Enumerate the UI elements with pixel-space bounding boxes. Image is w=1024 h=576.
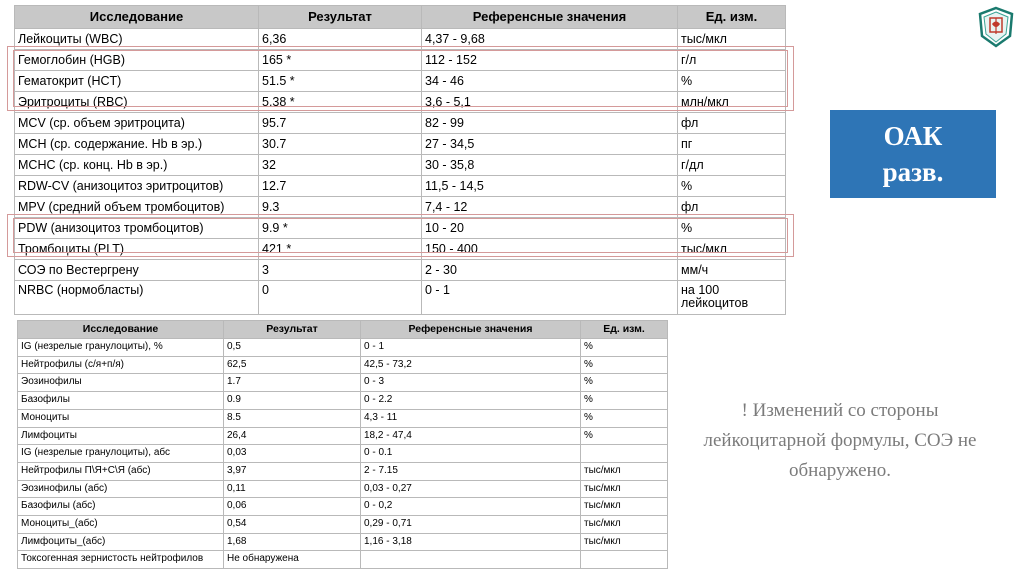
cell-unit: г/л	[678, 50, 786, 71]
cell-test: RDW-CV (анизоцитоз эритроцитов)	[15, 176, 259, 197]
table-row	[18, 427, 668, 445]
cell-unit: тыс/мкл	[581, 516, 668, 534]
cell-reference: 2 - 7.15	[361, 462, 581, 480]
cell-unit: %	[678, 176, 786, 197]
cell-unit: %	[581, 427, 668, 445]
cell-result: 0.9	[224, 392, 361, 410]
conclusion-note: ! Изменений со стороны лейкоцитарной формулы, СОЭ не обнаружено.	[703, 400, 977, 481]
table-row	[18, 374, 668, 392]
cell-result: 0,5	[224, 339, 361, 357]
column-header: Референсные значения	[361, 321, 581, 339]
table-row	[18, 516, 668, 534]
medical-emblem-icon	[976, 6, 1016, 48]
cell-reference: 112 - 152	[422, 50, 678, 71]
table-row	[18, 533, 668, 551]
cell-reference: 7,4 - 12	[422, 197, 678, 218]
cell-result: 3	[259, 260, 422, 281]
cell-test: MCH (ср. содержание. Hb в эр.)	[15, 134, 259, 155]
table-row	[15, 92, 786, 113]
column-header: Исследование	[15, 6, 259, 29]
cell-result: 51.5 *	[259, 71, 422, 92]
column-header: Результат	[224, 321, 361, 339]
cell-result: 0	[259, 281, 422, 315]
cell-unit: %	[581, 339, 668, 357]
cell-reference: 0 - 3	[361, 374, 581, 392]
table-row	[18, 551, 668, 569]
cell-reference: 27 - 34,5	[422, 134, 678, 155]
table-row	[18, 356, 668, 374]
cell-result: 8.5	[224, 409, 361, 427]
table-row	[15, 281, 786, 315]
cell-test: Эозинофилы	[18, 374, 224, 392]
cell-reference: 3,6 - 5,1	[422, 92, 678, 113]
cell-result: 1,68	[224, 533, 361, 551]
cell-reference: 34 - 46	[422, 71, 678, 92]
table-row	[18, 392, 668, 410]
cell-reference	[361, 551, 581, 569]
cell-result: 165 *	[259, 50, 422, 71]
cell-test: Лимфоциты	[18, 427, 224, 445]
cell-result: 9.9 *	[259, 218, 422, 239]
cell-test: Тромбоциты (PLT)	[15, 239, 259, 260]
cell-test: IG (незрелые гранулоциты), %	[18, 339, 224, 357]
cell-reference: 18,2 - 47,4	[361, 427, 581, 445]
table-row	[18, 498, 668, 516]
column-header: Референсные значения	[422, 6, 678, 29]
column-header: Ед. изм.	[581, 321, 668, 339]
table-row	[18, 339, 668, 357]
table-row	[18, 462, 668, 480]
cell-result: 6,36	[259, 29, 422, 50]
cell-reference: 0,29 - 0,71	[361, 516, 581, 534]
cell-result: 0,11	[224, 480, 361, 498]
cell-result: 0,03	[224, 445, 361, 463]
cell-reference: 0 - 2.2	[361, 392, 581, 410]
cell-test: Гемоглобин (HGB)	[15, 50, 259, 71]
cell-unit: г/дл	[678, 155, 786, 176]
cell-result: 9.3	[259, 197, 422, 218]
table-row	[15, 113, 786, 134]
cell-reference: 0 - 0.1	[361, 445, 581, 463]
cell-reference: 4,3 - 11	[361, 409, 581, 427]
cell-unit: %	[581, 374, 668, 392]
cell-result: 30.7	[259, 134, 422, 155]
cell-result: 12.7	[259, 176, 422, 197]
cell-result: 3,97	[224, 462, 361, 480]
cell-unit: мм/ч	[678, 260, 786, 281]
cell-reference: 2 - 30	[422, 260, 678, 281]
table-row	[15, 239, 786, 260]
cell-test: NRBC (нормобласты)	[15, 281, 259, 315]
cell-test: Моноциты_(абс)	[18, 516, 224, 534]
cell-test: Базофилы (абс)	[18, 498, 224, 516]
cell-test: Базофилы	[18, 392, 224, 410]
cell-unit: %	[581, 392, 668, 410]
cell-result: 5.38 *	[259, 92, 422, 113]
leukocyte-formula-table	[17, 320, 668, 569]
table-row	[15, 29, 786, 50]
cell-reference: 1,16 - 3,18	[361, 533, 581, 551]
cell-test: MCHC (ср. конц. Hb в эр.)	[15, 155, 259, 176]
cell-unit: тыс/мкл	[581, 462, 668, 480]
cbc-table	[14, 5, 786, 315]
table-row	[15, 218, 786, 239]
cell-reference: 30 - 35,8	[422, 155, 678, 176]
table-row	[15, 260, 786, 281]
cell-unit: %	[678, 218, 786, 239]
cell-unit	[581, 445, 668, 463]
oak-badge	[830, 110, 996, 198]
cell-result: Не обнаружена	[224, 551, 361, 569]
cell-unit: %	[581, 356, 668, 374]
cell-test: Эозинофилы (абс)	[18, 480, 224, 498]
cell-unit: тыс/мкл	[581, 480, 668, 498]
cell-unit	[581, 551, 668, 569]
cell-test: Моноциты	[18, 409, 224, 427]
cell-reference: 4,37 - 9,68	[422, 29, 678, 50]
cell-test: IG (незрелые гранулоциты), абс	[18, 445, 224, 463]
cell-test: Эритроциты (RBC)	[15, 92, 259, 113]
cell-result: 1.7	[224, 374, 361, 392]
column-header: Результат	[259, 6, 422, 29]
cell-unit: тыс/мкл	[678, 29, 786, 50]
cell-unit: фл	[678, 197, 786, 218]
cell-reference: 0 - 1	[422, 281, 678, 315]
cell-unit: млн/мкл	[678, 92, 786, 113]
table-row	[15, 155, 786, 176]
cell-test: Нейтрофилы П\Я+С\Я (абс)	[18, 462, 224, 480]
cell-result: 26,4	[224, 427, 361, 445]
table-row	[15, 50, 786, 71]
table-row	[18, 480, 668, 498]
cell-unit: %	[678, 71, 786, 92]
column-header: Исследование	[18, 321, 224, 339]
cell-test: PDW (анизоцитоз тромбоцитов)	[15, 218, 259, 239]
cell-result: 0,54	[224, 516, 361, 534]
table-row	[15, 176, 786, 197]
cell-result: 95.7	[259, 113, 422, 134]
table-row	[18, 409, 668, 427]
table-row	[15, 71, 786, 92]
table-row	[18, 445, 668, 463]
cell-unit: на 100 лейкоцитов	[678, 281, 786, 315]
badge-line-1: ОАК	[883, 121, 943, 151]
cell-reference: 0,03 - 0,27	[361, 480, 581, 498]
cell-result: 32	[259, 155, 422, 176]
cell-unit: тыс/мкл	[581, 498, 668, 516]
table-header-row	[15, 6, 786, 29]
table-header-row	[18, 321, 668, 339]
cell-test: MCV (ср. объем эритроцита)	[15, 113, 259, 134]
cell-test: Лейкоциты (WBC)	[15, 29, 259, 50]
cell-test: Гематокрит (HCT)	[15, 71, 259, 92]
cell-result: 0,06	[224, 498, 361, 516]
table-row	[15, 197, 786, 218]
cell-unit: пг	[678, 134, 786, 155]
badge-line-2: разв.	[882, 157, 944, 187]
cell-test: СОЭ по Вестергрену	[15, 260, 259, 281]
cell-reference: 11,5 - 14,5	[422, 176, 678, 197]
cell-reference: 0 - 1	[361, 339, 581, 357]
cell-test: Лимфоциты_(абс)	[18, 533, 224, 551]
cell-reference: 0 - 0,2	[361, 498, 581, 516]
table-row	[15, 134, 786, 155]
cell-test: MPV (средний объем тромбоцитов)	[15, 197, 259, 218]
cell-reference: 10 - 20	[422, 218, 678, 239]
cell-result: 62,5	[224, 356, 361, 374]
cell-reference: 150 - 400	[422, 239, 678, 260]
cell-test: Токсогенная зернистость нейтрофилов	[18, 551, 224, 569]
cell-unit: %	[581, 409, 668, 427]
cell-result: 421 *	[259, 239, 422, 260]
cell-test: Нейтрофилы (с/я+п/я)	[18, 356, 224, 374]
column-header: Ед. изм.	[678, 6, 786, 29]
cell-unit: тыс/мкл	[581, 533, 668, 551]
cell-reference: 82 - 99	[422, 113, 678, 134]
cell-unit: тыс/мкл	[678, 239, 786, 260]
cell-reference: 42,5 - 73,2	[361, 356, 581, 374]
cell-unit: фл	[678, 113, 786, 134]
